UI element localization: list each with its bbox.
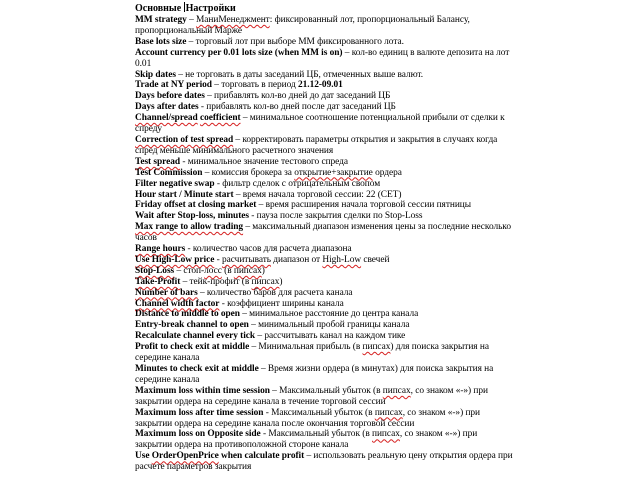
setting-name-segment: Trade at NY period bbox=[135, 80, 212, 91]
setting-name-segment: Days after dates bbox=[135, 102, 199, 113]
setting-name-segment: Friday offset at closing market bbox=[135, 200, 257, 211]
setting-entry bbox=[135, 80, 515, 91]
setting-entry bbox=[135, 342, 515, 364]
setting-description-segment: МаниМенеджмент bbox=[196, 15, 270, 25]
setting-name-segment: Hour start / Minute start bbox=[135, 189, 234, 200]
setting-name bbox=[135, 288, 198, 298]
setting-entry bbox=[135, 48, 515, 70]
setting-description-segment: , со знаком «-») при закрытии ордера на противоположной стороне канала bbox=[135, 429, 478, 451]
setting-description-segment: – Минимальная прибыль (в bbox=[249, 342, 363, 353]
setting-name-segment: Recalculate channel every tick bbox=[135, 331, 256, 342]
setting-description-segment: , со знаком «-») при закрытии ордера на середине канала после окончания торговой сессии bbox=[135, 407, 481, 429]
setting-entry bbox=[135, 135, 515, 157]
setting-entry bbox=[135, 408, 515, 430]
setting-name bbox=[135, 309, 240, 319]
setting-description-segment: – использовать реальную цену открытия ордера при расчете параметров закрытия bbox=[135, 451, 513, 473]
setting-name-segment: Maximum loss on Opposite side bbox=[135, 429, 261, 440]
setting-description-segment: ) для поиска закрытия на середине канала bbox=[135, 342, 489, 364]
setting-name-segment: Maximum loss within time session bbox=[135, 385, 270, 396]
setting-description-segment: пипсах bbox=[251, 276, 280, 287]
setting-name bbox=[135, 179, 215, 189]
setting-description-segment: – торговый лот при выборе MM фиксированного лота. bbox=[186, 36, 404, 47]
setting-name bbox=[135, 200, 256, 210]
setting-description-segment: – не торговать в даты заседаний ЦБ, отмеченных выше валют. bbox=[175, 69, 424, 80]
setting-description-segment: - bbox=[214, 254, 222, 265]
setting-description-segment: , со знаком «-») при закрытии ордера на середине канала в течение торговой сессии bbox=[135, 385, 488, 407]
setting-entry bbox=[135, 70, 515, 81]
setting-name bbox=[135, 342, 249, 352]
setting-description-segment: – время начала торговой сессии: 22 (CET) bbox=[233, 189, 402, 200]
setting-description-segment: ) bbox=[261, 265, 265, 276]
setting-description-segment: лосс bbox=[204, 265, 222, 276]
setting-description-segment: ) bbox=[279, 276, 283, 287]
setting-description-segment: - Максимальный убыток (в bbox=[263, 407, 375, 418]
document-heading bbox=[135, 2, 236, 15]
setting-entry bbox=[135, 266, 515, 277]
setting-description-segment: – стоп- bbox=[174, 265, 205, 276]
setting-entry bbox=[135, 157, 515, 168]
setting-description-segment: - фильтр сделок с отрицательным свопом bbox=[214, 178, 381, 189]
setting-description-segment: - количество часов для расчета диапазона bbox=[185, 244, 352, 255]
setting-name bbox=[135, 190, 234, 200]
setting-entry bbox=[135, 277, 515, 288]
setting-name bbox=[135, 80, 212, 90]
setting-name bbox=[135, 266, 174, 276]
setting-description-segment: ордера bbox=[372, 167, 402, 178]
setting-entry bbox=[135, 222, 515, 244]
setting-description-segment: пипсах bbox=[372, 429, 400, 440]
setting-name bbox=[135, 331, 255, 341]
setting-name-segment: Take-Profit bbox=[135, 276, 181, 287]
setting-name bbox=[135, 244, 185, 254]
setting-entry bbox=[135, 179, 515, 190]
setting-description-segment: – минимальный пробой границы канала bbox=[248, 320, 410, 331]
setting-name bbox=[135, 91, 205, 101]
setting-description-segment: пипсах bbox=[382, 385, 411, 396]
setting-description-segment: – bbox=[186, 15, 197, 25]
setting-entry bbox=[135, 102, 515, 113]
setting-name bbox=[135, 15, 187, 25]
setting-name-segment: Distance to middle to open bbox=[135, 309, 240, 320]
heading-part-1: Основные bbox=[135, 3, 182, 14]
setting-name bbox=[135, 168, 202, 178]
setting-entry bbox=[135, 451, 515, 473]
setting-entry bbox=[135, 113, 515, 135]
setting-name-segment: Number of bars bbox=[135, 287, 198, 298]
setting-description-segment: - Максимальный убыток (в bbox=[260, 429, 372, 440]
setting-name-segment: Wait after Stop-loss, minutes bbox=[135, 211, 250, 222]
setting-entry bbox=[135, 244, 515, 255]
setting-name-segment: Test Commission bbox=[135, 167, 203, 178]
setting-description-segment: – количество баров для расчета канала bbox=[197, 287, 353, 298]
setting-description-segment: – рассчитывать канал на каждом тике bbox=[255, 331, 406, 342]
setting-entry bbox=[135, 429, 515, 451]
setting-description-segment: 21.12-09.01 bbox=[298, 80, 343, 91]
setting-entry bbox=[135, 37, 515, 48]
setting-description-segment: диапазон от bbox=[270, 254, 323, 265]
heading-part-2: Настройки bbox=[185, 3, 236, 14]
setting-name bbox=[135, 255, 214, 265]
setting-name-segment: Test spread bbox=[135, 156, 181, 167]
setting-name-segment: Filter negative swap bbox=[135, 178, 215, 189]
setting-description-segment: открытие+закрытие bbox=[294, 167, 373, 178]
setting-name bbox=[135, 277, 180, 287]
setting-name bbox=[135, 364, 259, 374]
setting-entry bbox=[135, 255, 515, 266]
setting-name-segment: Channel/spread bbox=[135, 113, 198, 124]
setting-entry bbox=[135, 200, 515, 211]
setting-description-segment: - пауза после закрытия сделки по Stop-Loss bbox=[249, 211, 423, 222]
setting-name bbox=[135, 429, 261, 439]
setting-entry bbox=[135, 15, 515, 37]
setting-description-segment: – Время жизни ордера (в минутах) для поиска закрытия на середине канала bbox=[135, 364, 494, 385]
setting-entry bbox=[135, 309, 515, 320]
setting-name-segment: MM strategy bbox=[135, 15, 187, 25]
setting-name-segment: Entry-break channel to open bbox=[135, 320, 249, 331]
setting-entry bbox=[135, 320, 515, 331]
setting-name bbox=[135, 320, 249, 330]
setting-description-segment: – минимальное расстояние до центра канала bbox=[239, 309, 419, 320]
setting-description-segment: – максимальный диапазон изменения цены за последние несколько часов bbox=[135, 222, 511, 244]
setting-entry bbox=[135, 190, 515, 201]
setting-description-segment: - коэффициент ширины канала bbox=[219, 298, 344, 309]
setting-name-segment: Maximum loss after time session bbox=[135, 407, 264, 418]
setting-description-segment: - прибавлять кол-во дней после дат заседаний ЦБ bbox=[198, 102, 396, 113]
setting-name-segment: Minutes to check exit at middle bbox=[135, 364, 259, 374]
setting-description-segment: расчитывать bbox=[221, 254, 271, 265]
setting-description-segment: – кол-во единиц в валюте депозита на лот 0.01 bbox=[135, 47, 510, 69]
setting-description-segment: – комиссия брокера за bbox=[202, 167, 295, 178]
setting-description-segment: свечей bbox=[361, 254, 390, 265]
setting-name bbox=[135, 299, 219, 309]
setting-entry bbox=[135, 211, 515, 222]
setting-description-segment: пипсах bbox=[233, 265, 262, 276]
setting-entry bbox=[135, 168, 515, 179]
setting-name-segment: Account currency per 0.01 lots size (when MM is on) bbox=[135, 47, 343, 58]
setting-name bbox=[135, 135, 233, 145]
settings-list bbox=[135, 15, 515, 473]
setting-description-segment: (в bbox=[221, 265, 234, 276]
setting-name-segment: Range hours bbox=[135, 244, 186, 255]
setting-name bbox=[135, 113, 241, 123]
setting-description-segment: – время расширения начала торговой сессии пятницы bbox=[256, 200, 472, 211]
setting-name-segment: Max range to allow trading bbox=[135, 222, 244, 233]
setting-name-segment: Correction of test spread bbox=[135, 134, 234, 145]
setting-name-segment: Days before dates bbox=[135, 91, 205, 102]
setting-description-segment: High-Low bbox=[322, 254, 362, 265]
setting-description-segment: : фиксированный лот, пропорциональный Балансу, пропорциональный Марже bbox=[135, 15, 470, 36]
setting-name bbox=[135, 211, 249, 221]
setting-name-segment: Stop-Loss bbox=[135, 265, 175, 276]
setting-name-segment: Channel width factor bbox=[135, 298, 220, 309]
setting-description-segment: пипсах bbox=[362, 342, 391, 353]
setting-entry bbox=[135, 288, 515, 299]
setting-description-segment: пипсах bbox=[374, 407, 403, 418]
setting-description-segment: – корректировать параметры открытия и закрытия в случаях когда спред меньше минимального расчетного значения bbox=[135, 134, 498, 156]
setting-description-segment: – прибавлять кол-во дней до дат заседаний ЦБ bbox=[204, 91, 391, 102]
setting-name-segment: coefficient bbox=[199, 113, 241, 124]
setting-name-segment: Base lots size bbox=[135, 36, 187, 47]
setting-entry bbox=[135, 364, 515, 386]
setting-name bbox=[135, 451, 304, 461]
setting-name-segment: OrderOpenPrice bbox=[151, 451, 219, 462]
setting-name bbox=[135, 102, 199, 112]
setting-entry bbox=[135, 299, 515, 310]
setting-entry bbox=[135, 91, 515, 102]
setting-name-segment: when calculate profit bbox=[218, 451, 305, 462]
setting-description-segment: – тейк-профит (в bbox=[180, 276, 252, 287]
setting-description-segment: – торговать в период bbox=[211, 80, 299, 91]
setting-name-segment: Profit to check exit at middle bbox=[135, 342, 250, 353]
setting-name-segment: Skip dates bbox=[135, 69, 176, 80]
setting-description-segment: – Максимальный убыток (в bbox=[269, 385, 383, 396]
setting-description-segment: – минимальное соотношение потенциальной прибыли от сделки к спреду bbox=[135, 113, 505, 135]
setting-entry bbox=[135, 331, 515, 342]
setting-name-segment: Use bbox=[135, 451, 152, 462]
setting-entry bbox=[135, 386, 515, 408]
setting-name-segment: Use High-Low price bbox=[135, 254, 215, 265]
setting-name bbox=[135, 157, 180, 167]
setting-name bbox=[135, 408, 263, 418]
setting-name bbox=[135, 386, 270, 396]
setting-name bbox=[135, 48, 343, 58]
setting-name bbox=[135, 222, 243, 232]
setting-name bbox=[135, 70, 176, 80]
setting-name bbox=[135, 37, 186, 47]
setting-description-segment: - минимальное значение тестового спреда bbox=[180, 156, 348, 167]
